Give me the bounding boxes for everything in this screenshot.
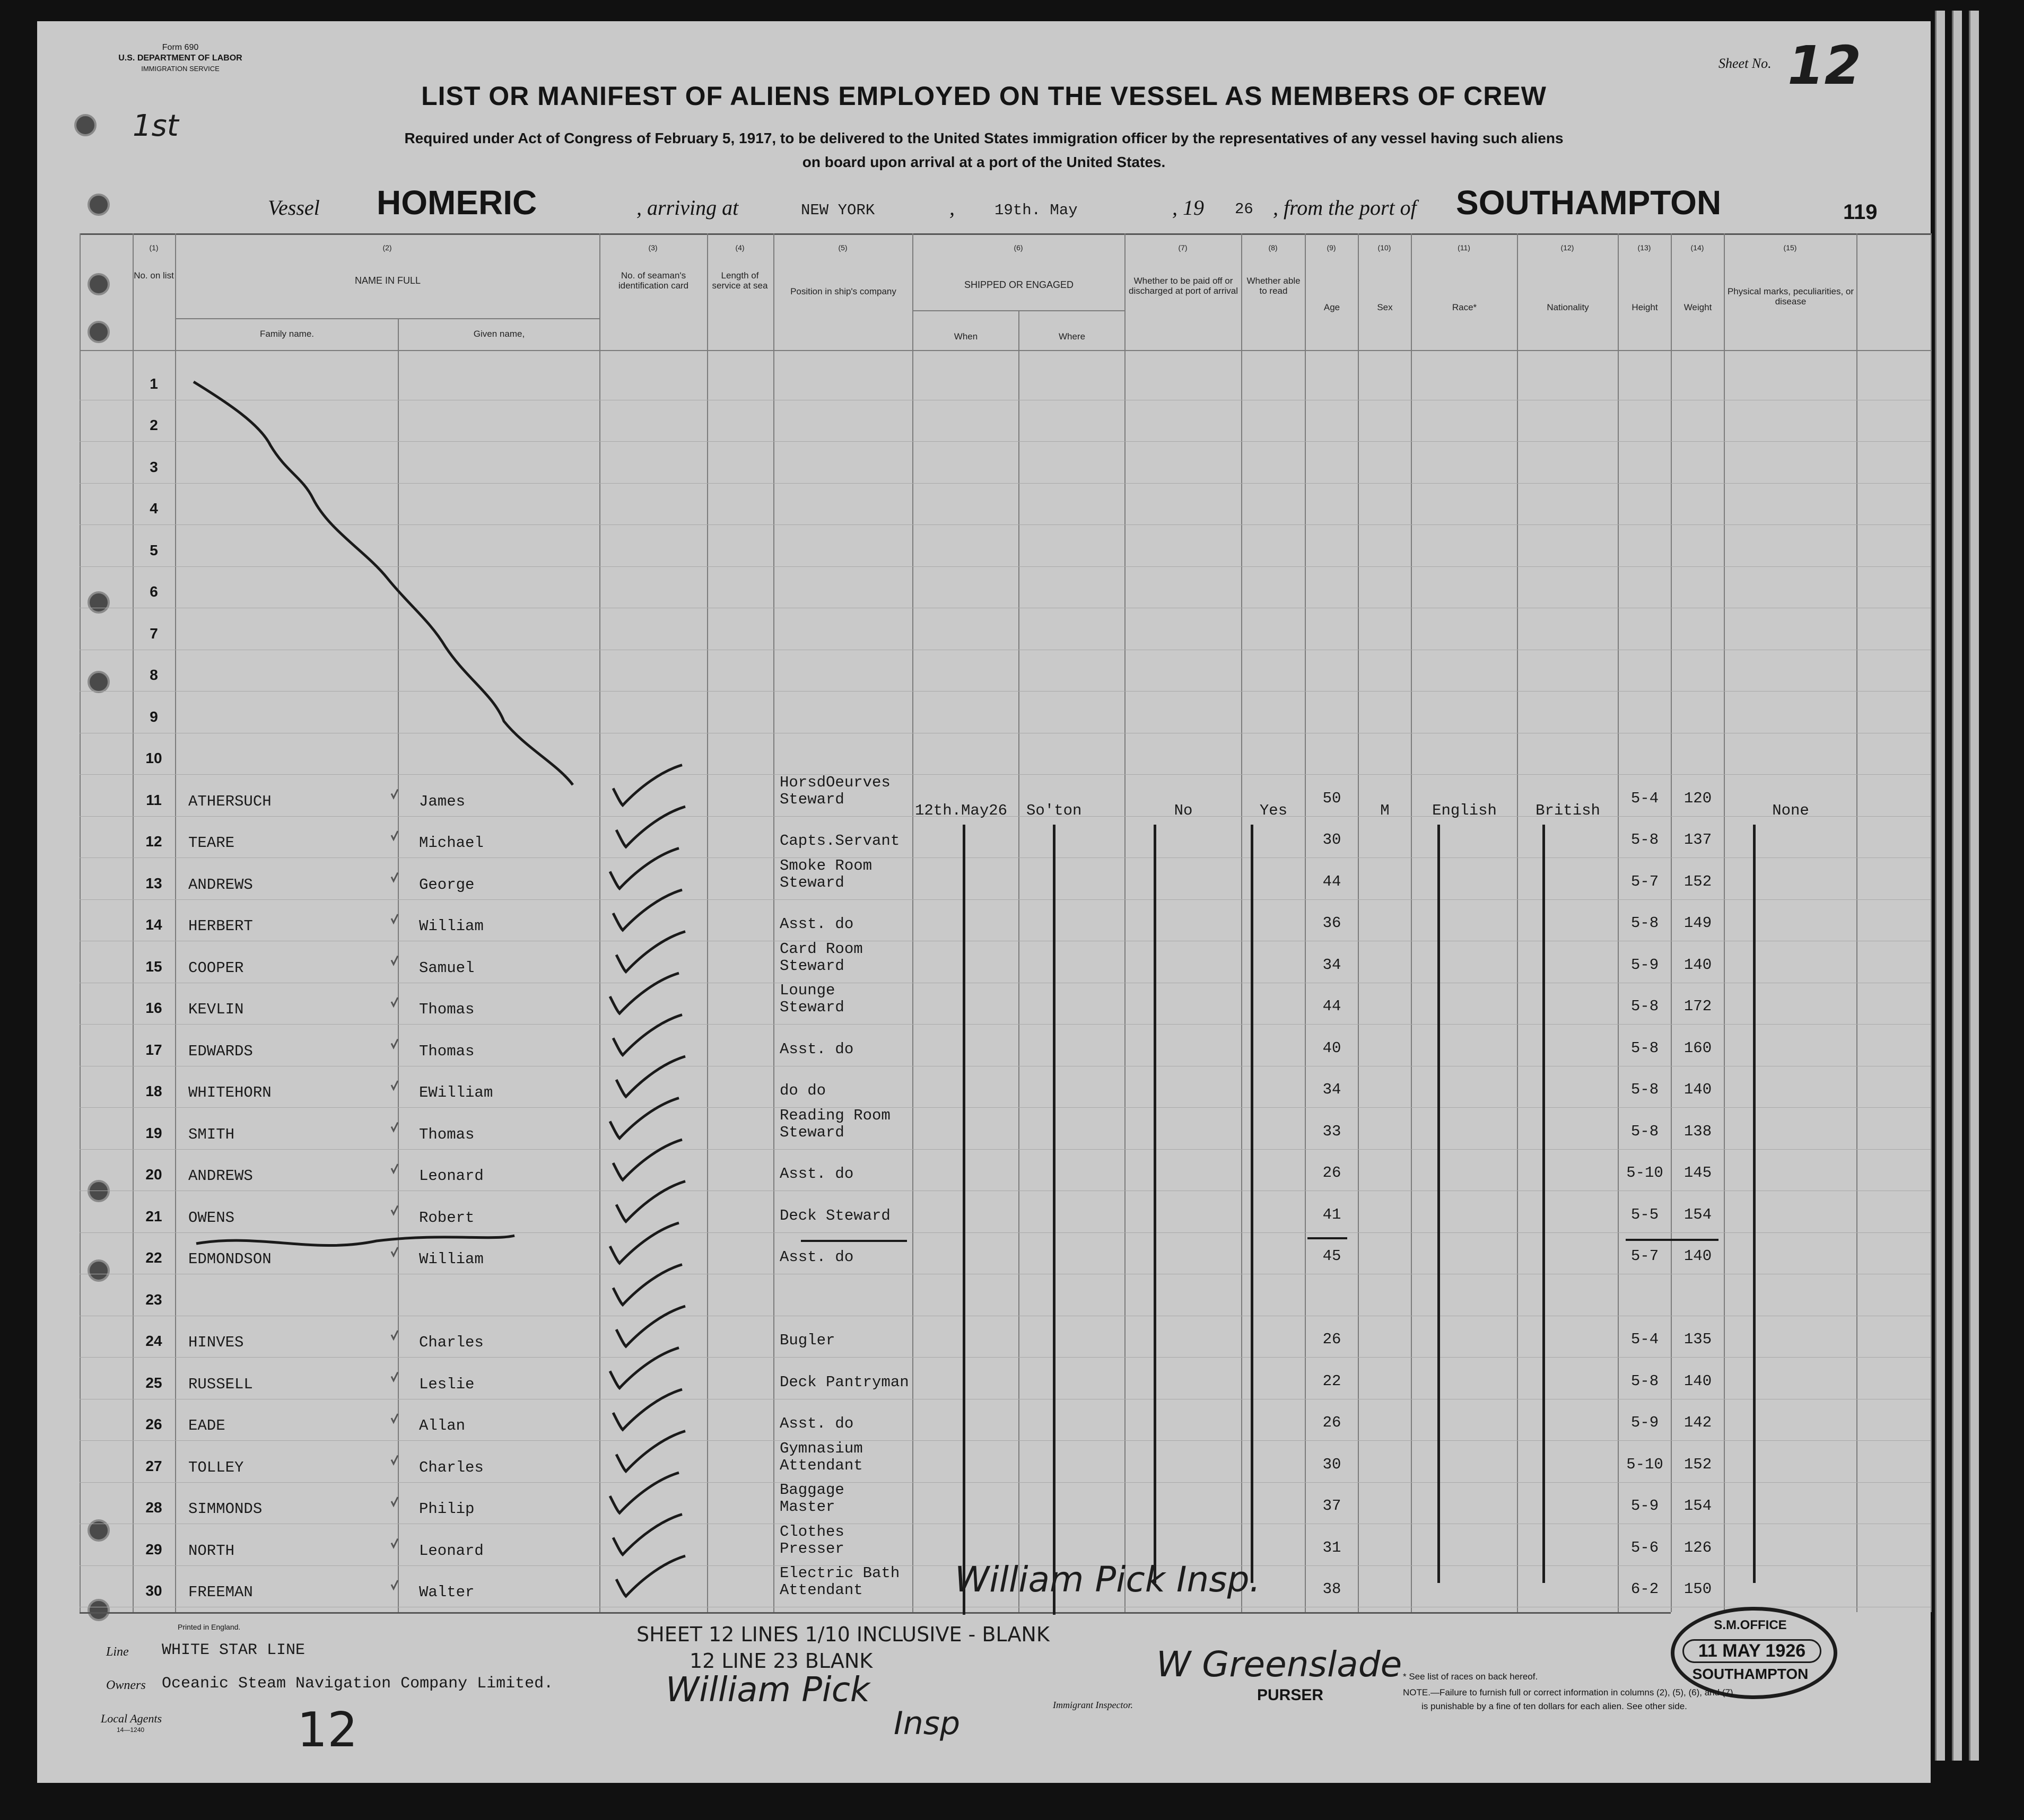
id-card-check-mark bbox=[610, 848, 679, 889]
family-name: ANDREWS bbox=[188, 1167, 253, 1185]
header-weight: Weight bbox=[1683, 302, 1712, 312]
blank-lines-note-1: SHEET 12 LINES 1/10 INCLUSIVE - BLANK bbox=[636, 1623, 1050, 1646]
id-card-check-mark bbox=[616, 1556, 685, 1596]
header-age: Age bbox=[1323, 302, 1340, 312]
weight: 140 bbox=[1683, 1081, 1712, 1098]
row-number: 13 bbox=[145, 874, 162, 891]
age: 34 bbox=[1322, 1081, 1341, 1098]
column-number: (14) bbox=[1690, 243, 1704, 252]
arrival-year: 26 bbox=[1235, 200, 1253, 218]
race-value: English bbox=[1432, 802, 1497, 819]
row-number: 9 bbox=[150, 708, 158, 725]
weight: 160 bbox=[1683, 1039, 1712, 1057]
id-card-check-mark bbox=[613, 765, 682, 806]
position-line2: Asst. do bbox=[780, 915, 854, 933]
row-number: 14 bbox=[145, 916, 162, 933]
shipped-where: So'ton bbox=[1026, 802, 1082, 819]
id-card-check-mark bbox=[616, 1306, 685, 1346]
stamp-bottom-text: SOUTHAMPTON bbox=[1692, 1666, 1809, 1682]
position-line1: Card Room bbox=[780, 940, 863, 958]
nationality-value: British bbox=[1536, 802, 1600, 819]
given-name: Michael bbox=[419, 834, 484, 852]
purser-signature: W Greenslade bbox=[1156, 1644, 1402, 1685]
header-paid-off: Whether to be paid off or discharged at port of arrival bbox=[1129, 276, 1238, 296]
id-card-check-mark bbox=[610, 1223, 679, 1263]
id-card-check-mark bbox=[613, 1265, 682, 1305]
name-tick-mark bbox=[391, 831, 398, 839]
weight: 154 bbox=[1683, 1205, 1712, 1223]
position-line2: Asst. do bbox=[780, 1248, 854, 1266]
column-rule bbox=[1931, 233, 1932, 1612]
name-tick-mark bbox=[391, 1247, 398, 1256]
position-line1: Clothes bbox=[780, 1522, 844, 1541]
vessel-name: HOMERIC bbox=[377, 183, 537, 222]
name-tick-mark bbox=[391, 998, 398, 1006]
id-card-check-mark bbox=[616, 1182, 685, 1222]
name-tick-mark bbox=[391, 1497, 398, 1506]
position-line2: Attendant bbox=[780, 1456, 863, 1474]
row-number: 7 bbox=[150, 625, 158, 642]
id-card-check-mark bbox=[616, 1056, 685, 1097]
row-number: 27 bbox=[145, 1457, 162, 1474]
office-stamp bbox=[1671, 1607, 1837, 1699]
column-number: (4) bbox=[735, 243, 745, 252]
age: 30 bbox=[1322, 1455, 1341, 1473]
weight: 152 bbox=[1683, 872, 1712, 890]
family-name: EDMONDSON bbox=[188, 1250, 272, 1268]
height: 5-8 bbox=[1630, 914, 1659, 932]
header-race: Race* bbox=[1452, 302, 1477, 312]
weight: 140 bbox=[1683, 956, 1712, 974]
manifest-subtitle-line2: on board upon arrival at a port of the United States. bbox=[802, 154, 1166, 170]
header-height: Height bbox=[1632, 302, 1658, 312]
given-name: Thomas bbox=[419, 1042, 475, 1060]
family-name: ATHERSUCH bbox=[188, 792, 272, 810]
row-number: 10 bbox=[145, 750, 162, 766]
id-card-check-mark bbox=[613, 1389, 682, 1430]
column-number: (15) bbox=[1783, 243, 1797, 252]
purser-label: PURSER bbox=[1257, 1686, 1324, 1704]
form-number: Form 690 bbox=[162, 43, 199, 52]
owners-name: Oceanic Steam Navigation Company Limited. bbox=[162, 1675, 554, 1693]
inspector-signature: William Pick Insp. bbox=[955, 1559, 1261, 1600]
id-card-check-mark bbox=[613, 1140, 682, 1180]
age: 31 bbox=[1322, 1538, 1341, 1556]
age: 41 bbox=[1322, 1205, 1341, 1223]
height: 5-8 bbox=[1630, 1372, 1659, 1390]
stacked-page-edge bbox=[1969, 11, 1979, 1761]
name-tick-mark bbox=[391, 1331, 398, 1339]
row-number: 2 bbox=[150, 417, 158, 433]
header-when: When bbox=[954, 331, 978, 342]
age: 26 bbox=[1322, 1414, 1341, 1431]
stamp-top-text: S.M.OFFICE bbox=[1714, 1618, 1787, 1632]
family-name: RUSSELL bbox=[188, 1375, 253, 1393]
family-name: SMITH bbox=[188, 1125, 235, 1143]
position-line2: Presser bbox=[780, 1539, 844, 1558]
age: 37 bbox=[1322, 1497, 1341, 1515]
position-line2: Asst. do bbox=[780, 1165, 854, 1183]
owners-label: Owners bbox=[106, 1678, 146, 1692]
row-number: 12 bbox=[145, 833, 162, 850]
weight: 135 bbox=[1683, 1331, 1712, 1348]
shipping-line: WHITE STAR LINE bbox=[162, 1641, 306, 1659]
arrival-date: 19th. May bbox=[994, 202, 1078, 219]
name-tick-mark bbox=[391, 1580, 398, 1589]
position-line1: HorsdOeurves bbox=[780, 773, 891, 791]
weight: 138 bbox=[1683, 1122, 1712, 1140]
age: 36 bbox=[1322, 914, 1341, 932]
position-line2: Bugler bbox=[780, 1332, 835, 1349]
footer-inspector-signature: William Pick bbox=[666, 1670, 870, 1710]
pen-marks bbox=[37, 21, 1931, 1783]
header-nationality: Nationality bbox=[1547, 302, 1589, 312]
weight: 142 bbox=[1683, 1414, 1712, 1431]
name-tick-mark bbox=[391, 956, 398, 965]
column-number: (3) bbox=[648, 243, 658, 252]
races-note: * See list of races on back hereof. bbox=[1403, 1672, 1538, 1682]
sheet-label: Sheet No. bbox=[1718, 56, 1772, 71]
weight: 126 bbox=[1683, 1538, 1712, 1556]
blank-lines-cancel-stroke bbox=[194, 382, 573, 785]
column-number: (7) bbox=[1178, 243, 1188, 252]
position-line2: Deck Pantryman bbox=[780, 1373, 909, 1391]
given-name: Charles bbox=[419, 1334, 484, 1351]
row-number: 15 bbox=[145, 958, 162, 975]
printed-in: Printed in England. bbox=[178, 1623, 241, 1631]
year-prefix: , 19 bbox=[1172, 196, 1204, 220]
age: 44 bbox=[1322, 872, 1341, 890]
age: 26 bbox=[1322, 1331, 1341, 1348]
height: 5-4 bbox=[1630, 789, 1659, 807]
id-card-check-mark bbox=[610, 1348, 679, 1388]
column-number: (12) bbox=[1560, 243, 1574, 252]
name-tick-mark bbox=[391, 1123, 398, 1131]
position-line2: Steward bbox=[780, 873, 844, 891]
row-number: 22 bbox=[145, 1249, 162, 1266]
height: 5-9 bbox=[1630, 1414, 1659, 1431]
header-given-name: Given name, bbox=[473, 329, 525, 339]
age: 26 bbox=[1322, 1164, 1341, 1182]
position-line2: Steward bbox=[780, 957, 844, 975]
column-number: (1) bbox=[149, 243, 159, 252]
given-name: Thomas bbox=[419, 1125, 475, 1143]
given-name: George bbox=[419, 876, 475, 894]
age: 33 bbox=[1322, 1122, 1341, 1140]
given-name: Thomas bbox=[419, 1001, 475, 1018]
height: 5-8 bbox=[1630, 998, 1659, 1015]
age: 30 bbox=[1322, 831, 1341, 848]
weight: 152 bbox=[1683, 1455, 1712, 1473]
given-name: Leslie bbox=[419, 1375, 475, 1393]
weight: 149 bbox=[1683, 914, 1712, 932]
name-tick-mark bbox=[391, 790, 398, 798]
name-tick-mark bbox=[391, 1539, 398, 1547]
position-line2: do do bbox=[780, 1082, 826, 1099]
row-number: 26 bbox=[145, 1416, 162, 1432]
id-card-check-mark bbox=[613, 890, 682, 930]
given-name: Charles bbox=[419, 1458, 484, 1476]
height: 6-2 bbox=[1630, 1580, 1659, 1598]
local-agents-code: 14—1240 bbox=[117, 1726, 145, 1734]
row-number: 11 bbox=[146, 791, 162, 808]
position-line2: Steward bbox=[780, 999, 844, 1016]
family-name: FREEMAN bbox=[188, 1583, 253, 1601]
position-line2: Asst. do bbox=[780, 1415, 854, 1432]
row-number: 6 bbox=[150, 583, 158, 600]
family-name: OWENS bbox=[188, 1209, 235, 1227]
id-card-check-mark bbox=[616, 1431, 685, 1472]
sheet-number: 12 bbox=[1787, 34, 1862, 97]
column-number: (10) bbox=[1377, 243, 1391, 252]
page-number: 119 bbox=[1843, 200, 1878, 224]
position-line2: Deck Steward bbox=[780, 1206, 891, 1224]
id-card-check-mark bbox=[616, 807, 685, 847]
line-label: Line bbox=[106, 1645, 129, 1659]
arriving-port: NEW YORK bbox=[801, 202, 875, 219]
family-name: TEARE bbox=[188, 834, 235, 852]
line-23-cancel-stroke bbox=[196, 1236, 514, 1246]
id-card-check-mark bbox=[610, 1098, 679, 1139]
weight: 172 bbox=[1683, 998, 1712, 1015]
header-shipped: SHIPPED OR ENGAGED bbox=[964, 279, 1074, 290]
column-number: (8) bbox=[1268, 243, 1278, 252]
position-line1: Reading Room bbox=[780, 1106, 891, 1124]
name-tick-mark bbox=[391, 914, 398, 923]
header-id-card: No. of seaman's identification card bbox=[618, 270, 689, 291]
height: 5-7 bbox=[1630, 872, 1659, 890]
row-number: 5 bbox=[150, 541, 158, 558]
row-number: 29 bbox=[145, 1541, 162, 1558]
family-name: KEVLIN bbox=[188, 1001, 244, 1018]
stacked-page-edge bbox=[1952, 11, 1962, 1761]
paid-off-value: No bbox=[1174, 802, 1193, 819]
age: 40 bbox=[1322, 1039, 1341, 1057]
name-tick-mark bbox=[391, 1164, 398, 1172]
name-tick-mark bbox=[391, 1414, 398, 1422]
arriving-label: , arriving at bbox=[636, 196, 739, 220]
inspector-label: Immigrant Inspector. bbox=[1053, 1700, 1133, 1710]
weight: 150 bbox=[1683, 1580, 1712, 1598]
local-agents-label: Local Agents bbox=[101, 1712, 162, 1725]
id-card-check-mark bbox=[613, 1515, 682, 1555]
family-name: NORTH bbox=[188, 1542, 235, 1560]
row-number: 24 bbox=[145, 1333, 162, 1349]
name-tick-mark bbox=[391, 1206, 398, 1214]
row-number: 23 bbox=[145, 1291, 162, 1308]
row-number: 17 bbox=[145, 1041, 162, 1058]
row-number: 28 bbox=[145, 1499, 162, 1516]
header-able-read: Whether able to read bbox=[1246, 276, 1301, 296]
given-name: Samuel bbox=[419, 959, 475, 977]
height: 5-7 bbox=[1630, 1247, 1659, 1265]
column-number: (6) bbox=[1014, 243, 1023, 252]
row-number: 8 bbox=[150, 667, 158, 683]
row-number: 18 bbox=[145, 1083, 162, 1099]
column-number: (2) bbox=[382, 243, 392, 252]
height: 5-5 bbox=[1630, 1205, 1659, 1223]
name-tick-mark bbox=[391, 1081, 398, 1089]
service-name: IMMIGRATION SERVICE bbox=[141, 65, 220, 73]
header-name-in-full: NAME IN FULL bbox=[354, 275, 421, 286]
height: 5-4 bbox=[1630, 1331, 1659, 1348]
position-line1: Smoke Room bbox=[780, 856, 873, 874]
blank-lines-note-2: 12 LINE 23 BLANK bbox=[690, 1649, 873, 1673]
header-sex: Sex bbox=[1377, 302, 1393, 312]
name-tick-mark bbox=[391, 873, 398, 881]
row-number: 20 bbox=[145, 1166, 162, 1183]
id-card-check-mark bbox=[616, 932, 685, 972]
footer-sheet-number: 12 bbox=[297, 1702, 358, 1758]
header-no-on-list: No. on list bbox=[134, 270, 174, 281]
header-physical: Physical marks, peculiarities, or disease bbox=[1727, 286, 1854, 307]
given-name: William bbox=[419, 917, 484, 935]
height: 5-8 bbox=[1630, 1039, 1659, 1057]
weight: 145 bbox=[1683, 1164, 1712, 1182]
manifest-title: LIST OR MANIFEST OF ALIENS EMPLOYED ON THE VESSEL AS MEMBERS OF CREW bbox=[421, 81, 1547, 111]
stamp-date: 11 MAY 1926 bbox=[1682, 1639, 1821, 1663]
height: 5-9 bbox=[1630, 1497, 1659, 1515]
column-number: (11) bbox=[1458, 243, 1470, 252]
position-line2: Attendant bbox=[780, 1581, 863, 1599]
row-number: 25 bbox=[145, 1374, 162, 1391]
row-number: 1 bbox=[150, 375, 158, 392]
footer-inspector-abbrev: Insp bbox=[894, 1705, 961, 1742]
position-line2: Asst. do bbox=[780, 1040, 854, 1058]
id-card-check-mark bbox=[610, 973, 679, 1013]
given-name: Robert bbox=[419, 1209, 475, 1227]
able-read-value: Yes bbox=[1259, 802, 1288, 819]
family-name: COOPER bbox=[188, 959, 244, 977]
row-number: 16 bbox=[145, 1000, 162, 1016]
name-tick-mark bbox=[391, 1456, 398, 1464]
penalty-note-line1: NOTE.—Failure to furnish full or correct information in columns (2), (5), (6), and (7) bbox=[1403, 1687, 1733, 1698]
given-name: Walter bbox=[419, 1583, 475, 1601]
column-number: (9) bbox=[1327, 243, 1336, 252]
vessel-label: Vessel bbox=[268, 196, 320, 220]
row-number: 21 bbox=[145, 1208, 162, 1224]
age: 34 bbox=[1322, 956, 1341, 974]
family-name: HINVES bbox=[188, 1334, 244, 1351]
header-length-service: Length of service at sea bbox=[712, 270, 768, 291]
penalty-note-line2: is punishable by a fine of ten dollars for each alien. See other side. bbox=[1421, 1701, 1687, 1711]
id-card-check-mark bbox=[610, 1473, 679, 1513]
department-name: U.S. DEPARTMENT OF LABOR bbox=[118, 54, 242, 63]
header-where: Where bbox=[1058, 331, 1086, 342]
given-name: Leonard bbox=[419, 1542, 484, 1560]
column-number: (13) bbox=[1637, 243, 1651, 252]
age: 38 bbox=[1322, 1580, 1341, 1598]
height: 5-8 bbox=[1630, 1081, 1659, 1098]
height: 5-10 bbox=[1626, 1455, 1663, 1473]
age: 44 bbox=[1322, 998, 1341, 1015]
family-name: ANDREWS bbox=[188, 876, 253, 894]
age: 45 bbox=[1322, 1247, 1341, 1265]
name-tick-mark bbox=[391, 1039, 398, 1048]
row-number: 3 bbox=[150, 458, 158, 475]
family-name: HERBERT bbox=[188, 917, 253, 935]
from-label: , from the port of bbox=[1273, 196, 1417, 220]
given-name: James bbox=[419, 792, 466, 810]
family-name: EDWARDS bbox=[188, 1042, 253, 1060]
weight: 137 bbox=[1683, 831, 1712, 848]
height: 5-8 bbox=[1630, 831, 1659, 848]
position-line2: Capts.Servant bbox=[780, 832, 900, 850]
row-number: 4 bbox=[150, 500, 158, 517]
position-line1: Gymnasium bbox=[780, 1439, 863, 1457]
manifest-subtitle-line1: Required under Act of Congress of February 5, 1917, to be delivered to the United States immigration officer by the representatives of any vessel having such aliens bbox=[404, 130, 1564, 146]
name-tick-mark bbox=[391, 1372, 398, 1381]
given-name: EWilliam bbox=[419, 1084, 493, 1101]
family-name: EADE bbox=[188, 1417, 225, 1434]
weight: 120 bbox=[1683, 789, 1712, 807]
arrival-separator: , bbox=[949, 196, 955, 220]
position-line1: Electric Bath bbox=[780, 1564, 900, 1582]
given-name: Philip bbox=[419, 1500, 475, 1518]
column-number: (5) bbox=[838, 243, 848, 252]
age: 22 bbox=[1322, 1372, 1341, 1390]
age: 50 bbox=[1322, 789, 1341, 807]
manifest-sheet bbox=[37, 21, 1931, 1783]
height: 5-8 bbox=[1630, 1122, 1659, 1140]
given-name: William bbox=[419, 1250, 484, 1268]
position-line2: Steward bbox=[780, 790, 844, 808]
family-name: SIMMONDS bbox=[188, 1500, 263, 1518]
row-number: 19 bbox=[145, 1124, 162, 1141]
position-line1: Lounge bbox=[780, 982, 835, 999]
stacked-page-edge bbox=[1935, 11, 1945, 1761]
id-card-check-mark bbox=[613, 1015, 682, 1055]
margin-note: 1st bbox=[133, 109, 179, 143]
family-name: TOLLEY bbox=[188, 1458, 244, 1476]
height: 5-6 bbox=[1630, 1538, 1659, 1556]
height: 5-9 bbox=[1630, 956, 1659, 974]
physical-value: None bbox=[1772, 802, 1809, 819]
given-name: Leonard bbox=[419, 1167, 484, 1185]
height: 5-10 bbox=[1626, 1164, 1663, 1182]
sex-value: M bbox=[1380, 802, 1390, 819]
position-line2: Steward bbox=[780, 1123, 844, 1141]
weight: 140 bbox=[1683, 1247, 1712, 1265]
position-line2: Master bbox=[780, 1498, 835, 1516]
shipped-when: 12th.May26 bbox=[915, 802, 1008, 819]
position-line1: Baggage bbox=[780, 1481, 844, 1499]
departure-port: SOUTHAMPTON bbox=[1456, 183, 1722, 222]
row-number: 30 bbox=[145, 1582, 162, 1599]
weight: 140 bbox=[1683, 1372, 1712, 1390]
header-family-name: Family name. bbox=[259, 329, 315, 339]
given-name: Allan bbox=[419, 1417, 466, 1434]
header-position: Position in ship's company bbox=[790, 286, 896, 296]
family-name: WHITEHORN bbox=[188, 1084, 272, 1101]
weight: 154 bbox=[1683, 1497, 1712, 1515]
